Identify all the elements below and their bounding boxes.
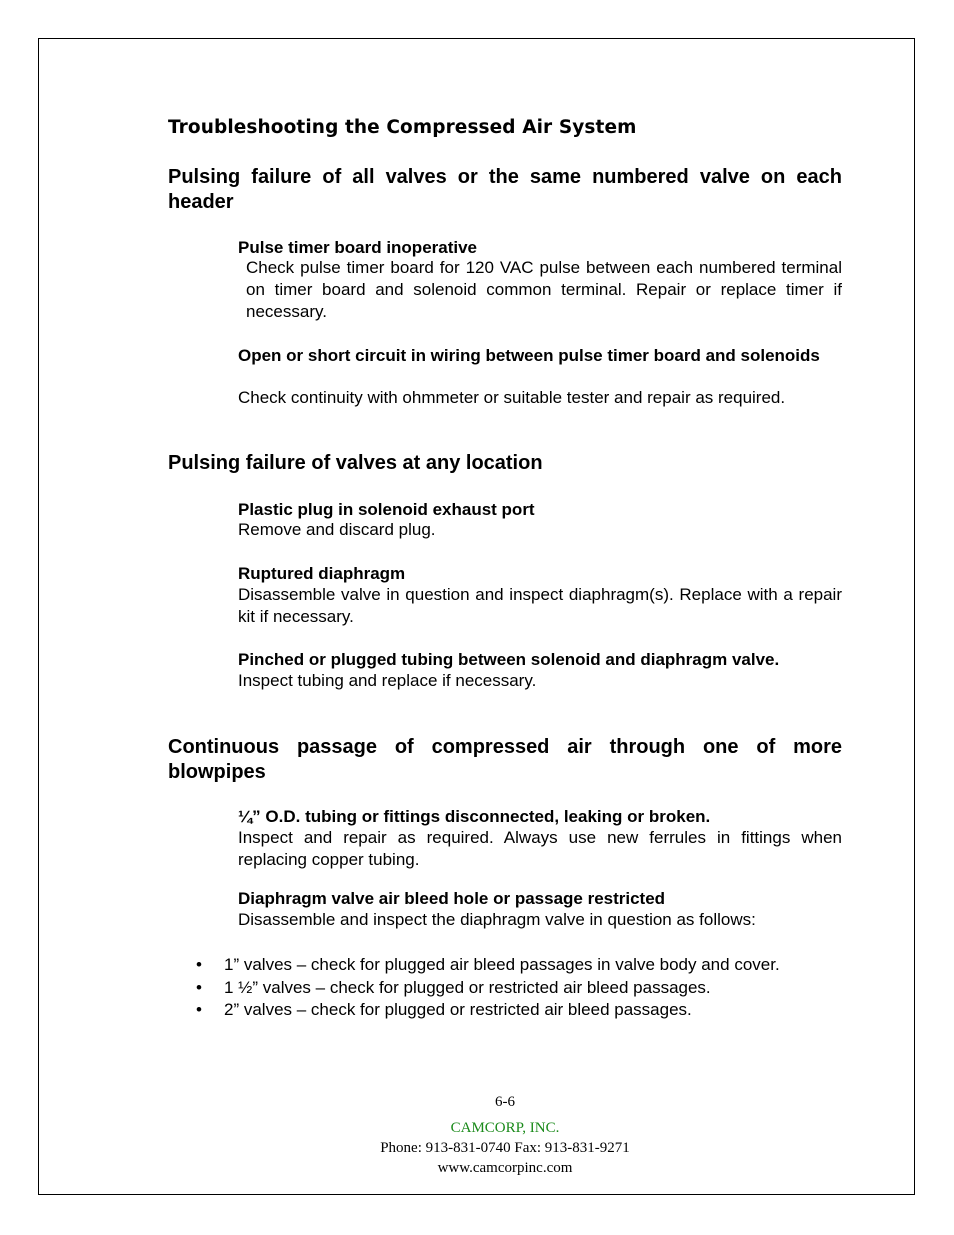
item-body-ruptured-diaphragm: Disassemble valve in question and inspect diaphragm(s). Replace with a repair kit if necessary.	[238, 585, 842, 626]
item-title-pulse-timer: Pulse timer board inoperative	[238, 238, 478, 257]
contact-phone: Phone: 913-831-0740 Fax: 913-831-9271	[380, 1140, 630, 1156]
list-item: • 1” valves – check for plugged air bleed passages in valve body and cover.	[196, 955, 780, 974]
item-title-plastic-plug: Plastic plug in solenoid exhaust port	[238, 500, 535, 519]
section-heading-2: Pulsing failure of valves at any location	[168, 452, 543, 474]
item-title-tubing-fittings: ¼” O.D. tubing or fittings disconnected, leaking or broken.	[238, 807, 711, 826]
page-number: 6-6	[495, 1094, 515, 1110]
item-body-plastic-plug: Remove and discard plug.	[238, 520, 436, 539]
item-title-air-bleed: Diaphragm valve air bleed hole or passage restricted	[238, 889, 666, 908]
list-item: • 1 ½” valves – check for plugged or restricted air bleed passages.	[196, 977, 711, 997]
item-title-ruptured-diaphragm: Ruptured diaphragm	[238, 564, 406, 583]
section-heading-1: Pulsing failure of all valves or the same numbered valve on each header	[168, 166, 842, 213]
bullet-list	[196, 954, 856, 1022]
item-body-wiring: Check continuity with ohmmeter or suitable tester and repair as required.	[238, 388, 786, 407]
item-title-pinched-tubing: Pinched or plugged tubing between solenoid and diaphragm valve.	[238, 650, 780, 669]
item-body-pinched-tubing: Inspect tubing and replace if necessary.	[238, 671, 537, 690]
website-link: www.camcorpinc.com	[437, 1160, 573, 1176]
item-title-wiring: Open or short circuit in wiring between pulse timer board and solenoids	[238, 346, 820, 365]
item-body-pulse-timer: Check pulse timer board for 120 VAC pulse between each numbered terminal on timer board and solenoid common terminal. Repair or replace timer if necessary.	[246, 258, 842, 321]
section-heading-3: Continuous passage of compressed air through one of more blowpipes	[168, 736, 842, 783]
item-body-air-bleed: Disassemble and inspect the diaphragm valve in question as follows:	[238, 910, 756, 929]
page-title: Troubleshooting the Compressed Air System	[168, 117, 637, 138]
item-body-tubing-fittings: Inspect and repair as required. Always use new ferrules in fittings when replacing copper tubing.	[238, 828, 842, 869]
company-name: CAMCORP, INC.	[450, 1120, 560, 1136]
list-item: • 2” valves – check for plugged or restricted air bleed passages.	[196, 1000, 692, 1019]
